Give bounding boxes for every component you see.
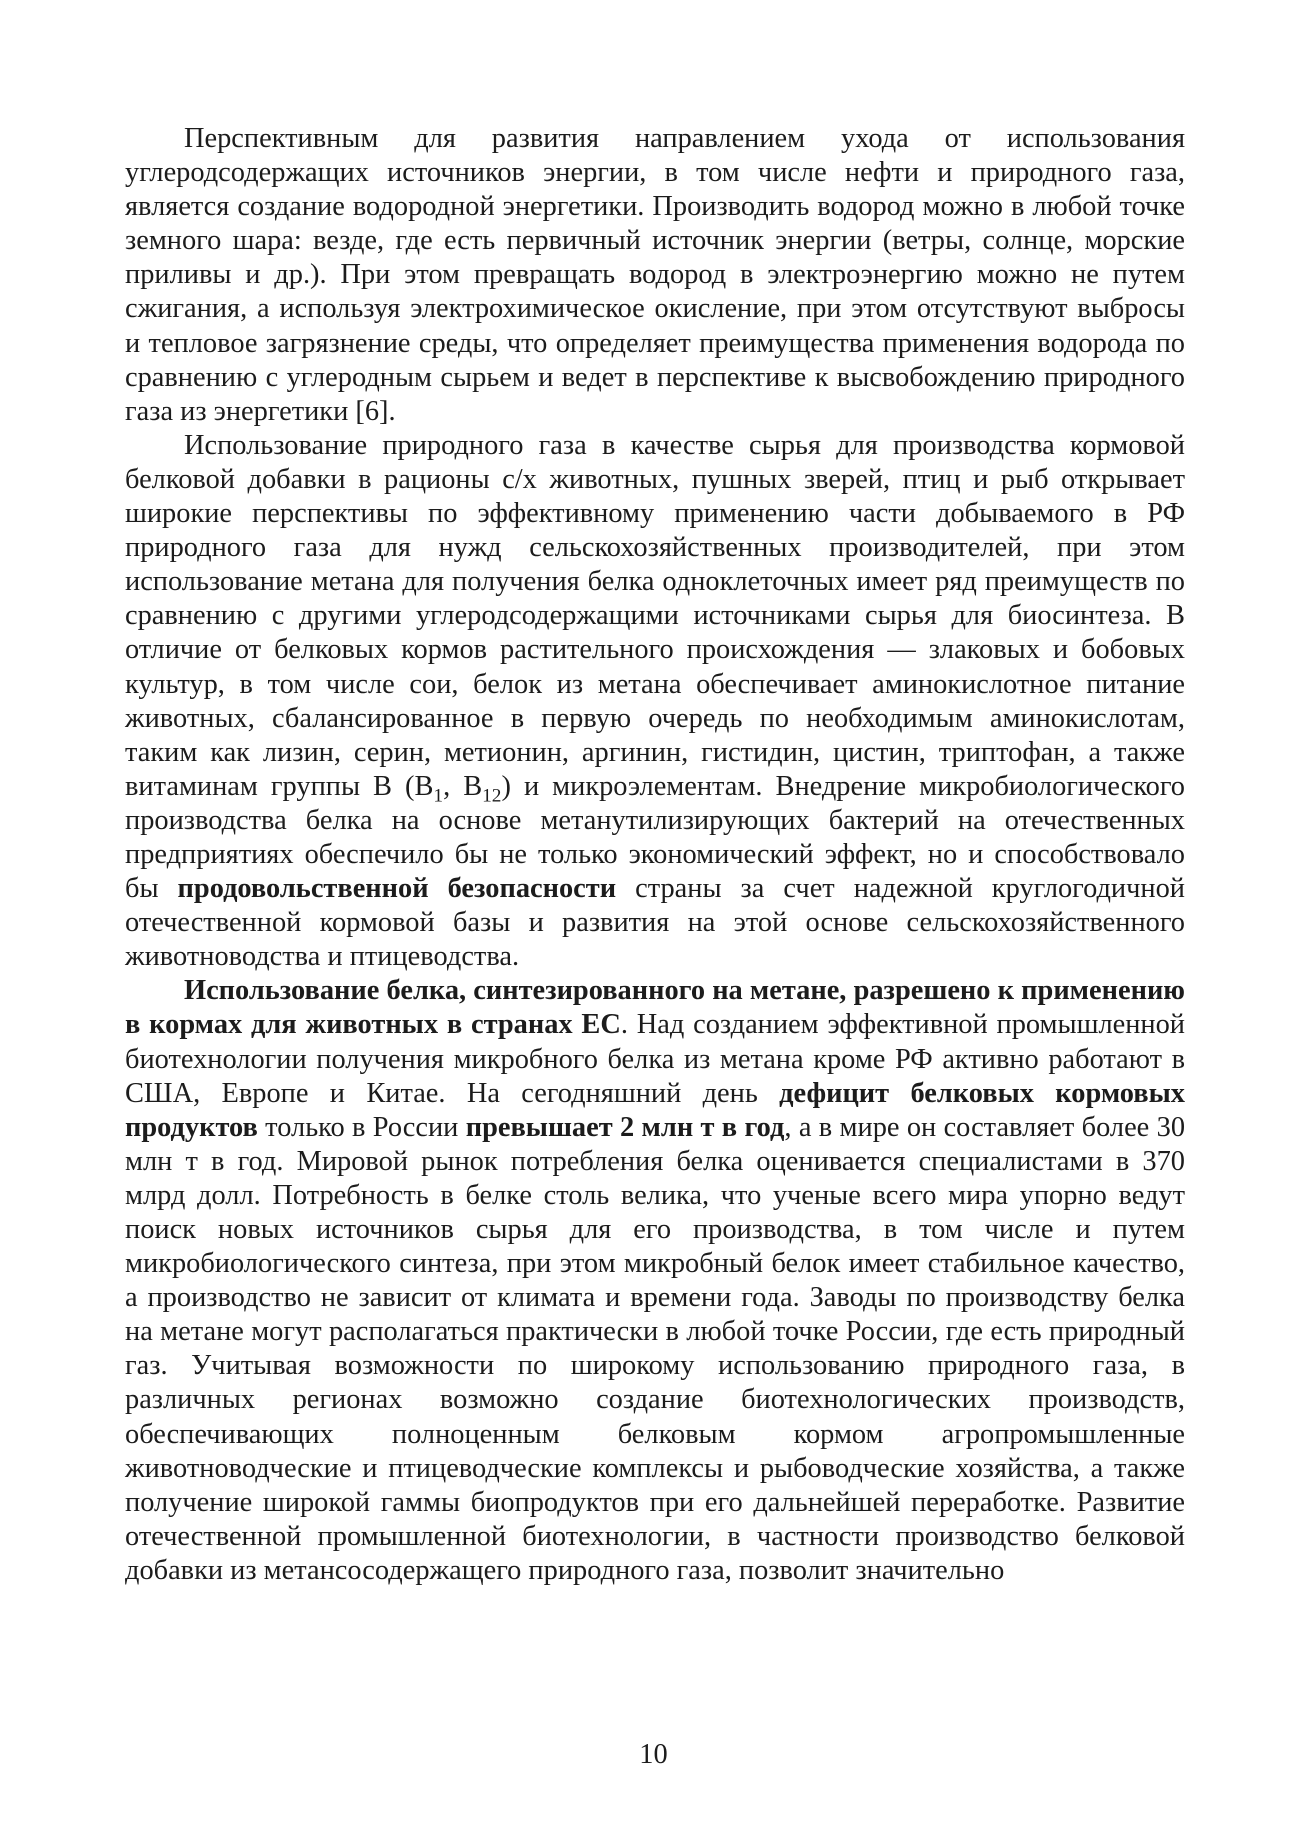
bold-text: превышает 2 млн т в год [465,1111,785,1143]
bold-text: Использование белка, синтезированного на метане, разрешено к применению в кормах для животных в странах ЕС [125,975,1185,1041]
text-run: Перспективным для развития направлением ухода от использования углеродсодержащих источников энергии, в том числе нефти и природного газа, является создание водородной энергетики. Производить водород можно в любой точке земного шара: везде, где есть первичный источник энергии (ветры, солнце, морские приливы и др.). При этом превращать водород в электроэнергию можно не путем сжигания, а используя электрохимическое окисление, при этом отсутствуют выбросы и тепловое загрязнение среды, что определяет преимущества применения водорода по сравнению с углеродным сырьем и ведет в перспективе к высвобождению природного газа из энергетики [6]. [125,123,1185,427]
paragraph-natural-gas-feed [125,429,1185,975]
paragraph-methane-protein [125,974,1185,1588]
text-run: только в России [257,1111,466,1143]
bold-text: дефицит белковых кормовых продуктов [125,1077,1185,1143]
text-run: ) и микроэлементам. Внедрение микробиологического производства белка на основе метанутилизирующих бактерий на отечественных предприятиях обеспечило бы не только экономический эффект, но и способствовало бы [125,770,1185,905]
page-number: 10 [639,1739,668,1770]
paragraph-hydrogen-energy [125,122,1185,429]
subscript-text: 1 [433,785,444,807]
text-run: , а в мире он составляет более 30 млн т в год. Мировой рынок потребления белка оценивается специалистами в 370 млрд долл. Потребность в белке столь велика, что ученые всего мира упорно ведут поиск новых источников сырья для его производства, в том числе и путем микробиологического синтеза, при этом микробный белок имеет стабильное качество, а производство не зависит от климата и времени года. Заводы по производству белка на метане могут располагаться практически в любой точке России, где есть природный газ. Учитывая возможности по широкому использованию природного газа, в различных регионах возможно создание биотехнологических производств, обеспечивающих полноценным белковым кормом агропромышленные животноводческие и птицеводческие комплексы и рыбоводческие хозяйства, а также получение широкой гаммы биопродуктов при его дальнейшей переработке. Развитие отечественной промышленной биотехнологии, в частности производство белковой добавки из метансосодержащего природного газа, позволит значительно [125,1111,1186,1586]
subscript-text: 12 [482,785,502,807]
text-run: страны за счет надежной круглогодичной отечественной кормовой базы и развития на этой основе сельскохозяйственного животноводства и птицеводства. [125,873,1185,973]
text-run: Использование природного газа в качестве сырья для производства кормовой белковой добавки в рационы с/х животных, пушных зверей, птиц и рыб открывает широкие перспективы по эффективному применению части добываемого в РФ природного газа для нужд сельскохозяйственных производителей, при этом использование метана для получения белка одноклеточных имеет ряд преимуществ по сравнению с другими углеродсодержащими источниками сырья для биосинтеза. В отличие от белковых кормов растительного происхождения — злаковых и бобовых культур, в том числе сои, белок из метана обеспечивает аминокислотное питание животных, сбалансированное в первую очередь по необходимым аминокислотам, таким как лизин, серин, метионин, аргинин, гистидин, цистин, триптофан, а также витаминам группы В (В [125,429,1185,802]
document-body [125,122,1185,1588]
text-run: . Над созданием эффективной промышленной биотехнологии получения микробного белка из метана кроме РФ активно работают в США, Европе и Китае. На сегодняшний день [125,1009,1185,1109]
text-run: , В [443,770,483,802]
bold-text: продовольственной безопасности [177,873,617,905]
